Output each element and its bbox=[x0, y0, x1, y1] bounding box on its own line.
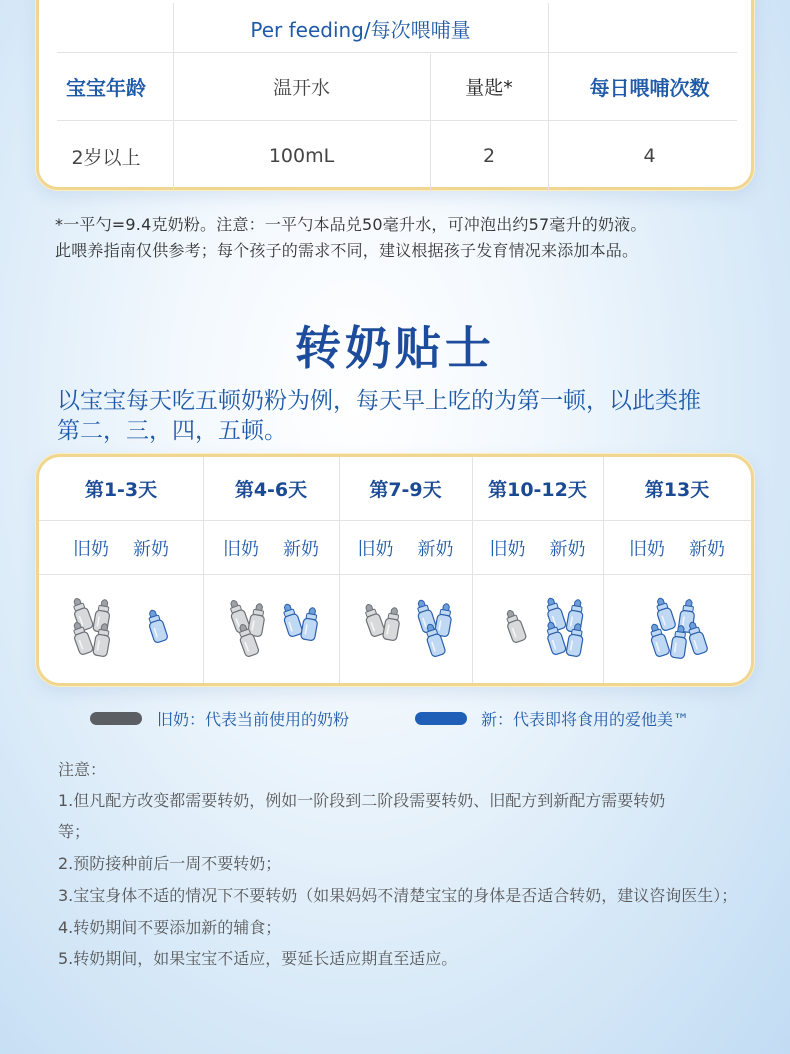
old-formula-label: 旧奶 bbox=[357, 538, 394, 560]
new-formula-label: 新奶 bbox=[689, 538, 725, 560]
new-formula-label: 新奶 bbox=[133, 538, 169, 560]
bottle-group bbox=[203, 575, 339, 683]
old-formula-swatch bbox=[90, 712, 142, 725]
old-formula-bottle-icon bbox=[70, 596, 94, 631]
attention-item-3: 3.宝宝身体不适的情况下不要转奶（如果妈妈不清楚宝宝的身体是否适合转奶，建议咨询医生）； bbox=[58, 886, 738, 905]
water-value: 100mL bbox=[268, 145, 335, 167]
water-header: 温开水 bbox=[272, 77, 330, 99]
old-formula-label: 旧奶 bbox=[489, 538, 526, 560]
attention-item-4: 4.转奶期间不要添加新的辅食； bbox=[58, 918, 282, 937]
age-header: 宝宝年龄 bbox=[66, 76, 146, 100]
scoop-value: 2 bbox=[482, 145, 496, 167]
bottle-group bbox=[472, 575, 603, 683]
new-formula-bottle-icon bbox=[300, 607, 319, 641]
new-formula-label: 新奶 bbox=[549, 538, 586, 560]
scoop-header: 量匙* bbox=[465, 77, 513, 99]
times-header: 每日喂哺次数 bbox=[589, 76, 710, 100]
attention-item-1-cont: 等； bbox=[58, 822, 91, 841]
bottles-illustration bbox=[603, 575, 751, 683]
period-header: 第10-12天 bbox=[488, 479, 587, 501]
old-formula-legend: 旧奶：代表当前使用的奶粉 bbox=[157, 710, 350, 729]
schedule-grid bbox=[39, 457, 751, 683]
attention-item-1: 1.但凡配方改变都需要转奶，例如一阶段到二阶段需要转奶、旧配方到新配方需要转奶 bbox=[58, 791, 666, 810]
page-title: 转奶贴士 bbox=[295, 321, 495, 375]
new-formula-bottle-icon bbox=[280, 602, 303, 637]
old-formula-bottle-icon bbox=[382, 607, 401, 641]
bottles-illustration bbox=[339, 575, 472, 683]
period-labels bbox=[39, 521, 203, 574]
new-formula-bottle-icon bbox=[145, 608, 168, 643]
old-formula-label: 旧奶 bbox=[223, 538, 259, 560]
bottle-group bbox=[339, 575, 472, 683]
new-formula-bottle-icon bbox=[543, 596, 566, 631]
old-formula-bottle-icon bbox=[503, 608, 527, 643]
period-header: 第13天 bbox=[644, 479, 710, 501]
new-formula-legend: 新：代表即将食用的爱他美™ bbox=[481, 710, 690, 729]
attention-item-5: 5.转奶期间，如果宝宝不适应，要延长适应期直至适应。 bbox=[58, 949, 458, 968]
times-value: 4 bbox=[643, 145, 656, 167]
feeding-table bbox=[36, 0, 754, 190]
attention-heading: 注意： bbox=[58, 760, 107, 779]
period-labels bbox=[603, 521, 751, 574]
new-formula-label: 新奶 bbox=[417, 538, 454, 560]
period-header: 第4-6天 bbox=[234, 479, 308, 501]
per-feeding-header: Per feeding/每次喂哺量 bbox=[250, 17, 471, 42]
intro-line-1: 以宝宝每天吃五顿奶粉为例，每天早上吃的为第一顿，以此类推 bbox=[57, 388, 701, 414]
bottle-group bbox=[603, 575, 751, 683]
period-header: 第7-9天 bbox=[369, 479, 442, 501]
feeding-table-grid bbox=[39, 0, 751, 187]
reference-note: 此喂养指南仅供参考；每个孩子的需求不同，建议根据孩子发育情况来添加本品。 bbox=[55, 241, 639, 260]
bottle-group bbox=[39, 575, 203, 683]
bottles-illustration bbox=[472, 575, 603, 683]
old-formula-bottle-icon bbox=[361, 602, 385, 637]
old-formula-bottle-icon bbox=[226, 598, 250, 633]
bottles-illustration bbox=[39, 575, 203, 683]
attention-item-2: 2.预防接种前后一周不要转奶； bbox=[58, 854, 282, 873]
intro-line-2: 第二，三，四，五顿。 bbox=[57, 418, 287, 444]
scoop-note: *一平勺=9.4克奶粉。注意：一平勺本品兑50毫升水，可冲泡出约57毫升的奶液。 bbox=[55, 215, 647, 234]
age-value: 2岁以上 bbox=[71, 146, 141, 169]
period-labels bbox=[203, 521, 339, 574]
new-formula-swatch bbox=[415, 712, 467, 725]
old-formula-label: 旧奶 bbox=[629, 538, 665, 560]
new-formula-label: 新奶 bbox=[283, 538, 319, 560]
transition-schedule-table bbox=[36, 454, 754, 686]
old-formula-label: 旧奶 bbox=[73, 538, 109, 560]
period-labels bbox=[339, 521, 472, 574]
period-labels bbox=[472, 521, 603, 574]
period-header: 第1-3天 bbox=[84, 479, 158, 501]
bottles-illustration bbox=[203, 575, 339, 683]
